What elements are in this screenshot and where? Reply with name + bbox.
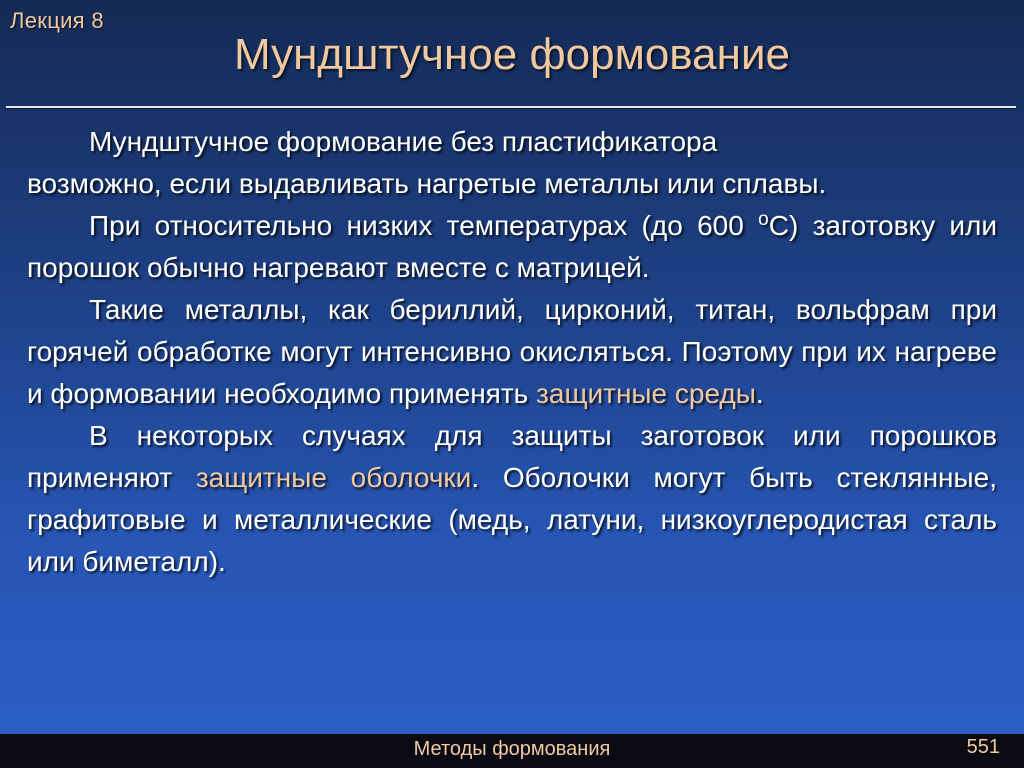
paragraph-3	[27, 289, 997, 415]
title-divider	[6, 106, 1016, 108]
slide-title: Мундштучное формование	[233, 30, 790, 79]
slide-body	[27, 121, 997, 583]
paragraph-4	[27, 415, 997, 583]
lecture-label: Лекция 8	[10, 8, 104, 33]
degree-superscript: о	[758, 209, 769, 230]
footer-title: Методы формования	[413, 738, 611, 760]
paragraph-4-text-a: В некоторых случаях для защиты заготовок или порошков применяют	[27, 420, 997, 493]
paragraph-4-text-b: . Оболочки могут быть стеклянные, графитовые и металлические (медь, латуни, низкоуглеродистая сталь или биметалл).	[27, 462, 998, 577]
paragraph-3-text-b: .	[755, 378, 764, 409]
highlight-protective-shells: защитные оболочки	[195, 462, 472, 493]
page-number: 551	[966, 736, 1000, 758]
paragraph-2-text-a: При относительно низких температурах (до 600	[89, 210, 759, 241]
paragraph-2-text-b: С) заготовку или порошок обычно нагревают вместе с матрицей.	[27, 210, 997, 283]
highlight-protective-media: защитные среды	[536, 378, 756, 409]
paragraph-3-text-a: Такие металлы, как бериллий, цирконий, титан, вольфрам при горячей обработке могут интенсивно окисляться. Поэтому при их нагреве и формовании необходимо применять	[27, 294, 997, 409]
paragraph-1: Мундштучное формование без пластификатора возможно, если выдавливать нагретые металлы или сплавы.	[27, 126, 827, 199]
paragraph-2	[27, 205, 997, 289]
